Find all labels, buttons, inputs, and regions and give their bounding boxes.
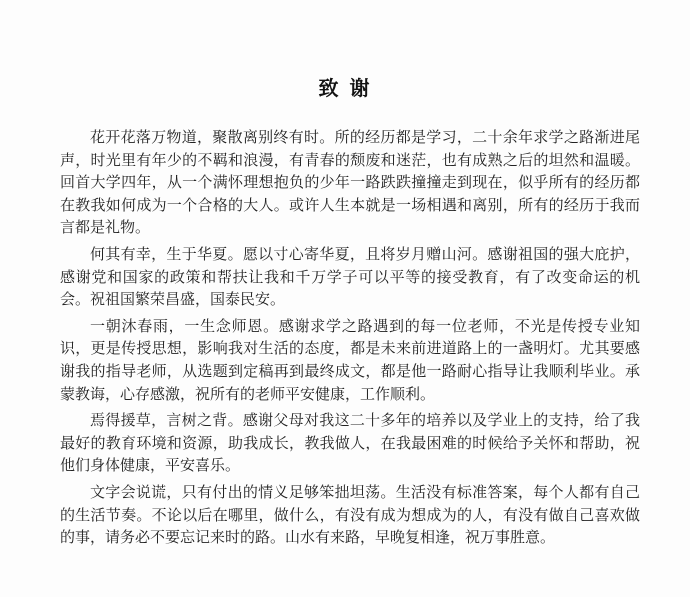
- acknowledgement-body: [60, 126, 640, 553]
- paragraph: 文字会说谎，只有付出的情义足够笨拙坦荡。生活没有标准答案，每个人都有自己的生活节奏。不论以后在哪里，做什么，有没有成为想成为的人，有没有做自己喜欢做的事，请务必不要忘记来时的路。山水有来路，早晚复相逢，祝万事胜意。: [60, 482, 640, 547]
- paragraph: 何其有幸，生于华夏。愿以寸心寄华夏，且将岁月赠山河。感谢祖国的强大庇护，感谢党和国家的政策和帮扶让我和千万学子可以平等的接受教育，有了改变命运的机会。祝祖国繁荣昌盛，国泰民安。: [60, 244, 640, 309]
- paragraph: 焉得援草，言树之背。感谢父母对我这二十多年的培养以及学业上的支持，给了我最好的教育环境和资源，助我成长，教我做人，在我最困难的时候给予关怀和帮助，祝他们身体健康，平安喜乐。: [60, 411, 640, 475]
- paragraph: 一朝沐春雨，一生念师恩。感谢求学之路遇到的每一位老师，不光是传授专业知识，更是传授思想，影响我对生活的态度，都是未来前进道路上的一盏明灯。尤其要感谢我的指导老师，从选题到定稿再到最终成文，都是他一路耐心指导让我顺利毕业。承蒙教诲，心存感激，祝所有的老师平安健康，工作顺利。: [60, 316, 640, 403]
- paragraph: 花开花落万物道，聚散离别终有时。所的经历都是学习，二十余年求学之路渐进尾声，时光里有年少的不羁和浪漫，有青春的颓废和迷茫，也有成熟之后的坦然和温暖。回首大学四年，从一个满怀理想抱负的少年一路跌跌撞撞走到现在，似乎所有的经历都在教我如何成为一个合格的大人。或许人生本就是一场相遇和离别，所有的经历于我而言都是礼物。: [60, 128, 640, 237]
- page-title: 致 谢: [318, 76, 372, 100]
